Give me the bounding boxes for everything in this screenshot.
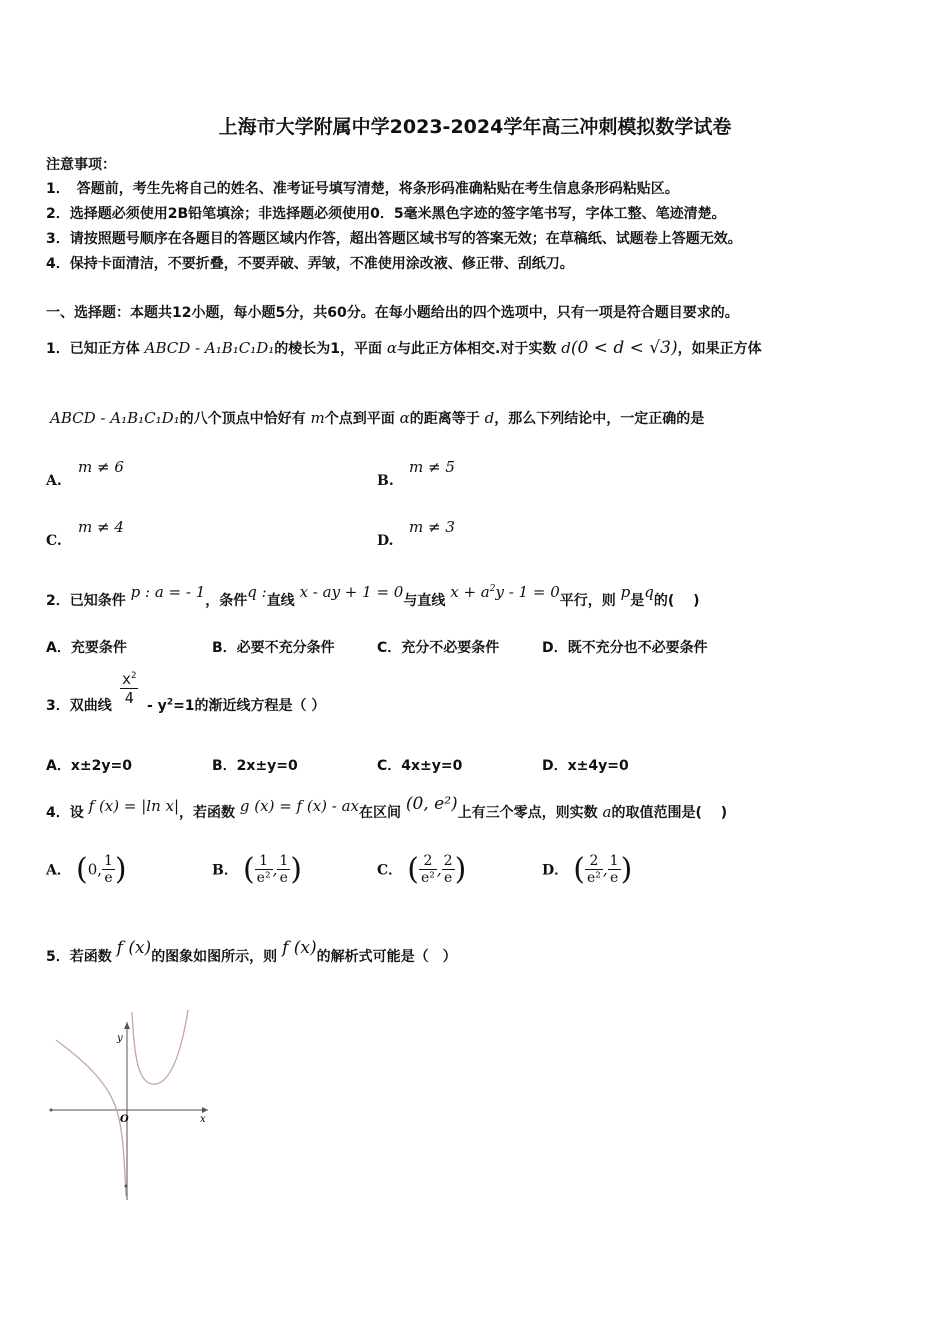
option-text: x±4y=0 — [567, 758, 629, 774]
q1-text: ，如果正方体 — [677, 341, 762, 357]
fraction — [255, 853, 273, 886]
q3-option-b — [212, 755, 298, 775]
q3-text: 双曲线 — [69, 698, 112, 714]
option-text: 4x±y=0 — [401, 758, 463, 774]
q4-text: ，若函数 — [179, 805, 236, 821]
fraction-denominator: e — [609, 870, 619, 886]
fraction-numerator: 1 — [279, 853, 289, 869]
notice-item: 2．选择题必须使用2B铅笔填涂；非选择题必须使用0．5毫米黑色字迹的签字笔书写，字体工整、笔迹清楚。 — [46, 206, 726, 222]
q3-text: =1的渐近线方程是（ ） — [173, 698, 326, 714]
option-letter: C. — [46, 533, 62, 549]
option-left-value: 0, — [87, 860, 102, 879]
fraction — [442, 853, 455, 886]
question-4 — [46, 794, 728, 822]
q1-option-d-math: m ≠ 3 — [409, 518, 455, 536]
q3-option-c — [377, 755, 462, 775]
question-5 — [46, 938, 457, 966]
q4-g-math: g (x) = f (x) - ax — [239, 797, 360, 815]
q4-f-math: f (x) = |ln x| — [88, 797, 180, 815]
option-letter: C． — [377, 758, 402, 774]
fraction-numerator: 2 — [443, 853, 453, 869]
q3-text: - y — [147, 698, 167, 714]
fraction-numerator: 1 — [609, 853, 619, 869]
fraction — [585, 853, 603, 886]
curve-left-branch — [56, 1040, 126, 1196]
option-letter: A. — [46, 473, 62, 489]
q4-text: 的取值范围是( ) — [611, 805, 728, 821]
q3-rest: - $y^2=1$的渐近线方程是（ ） — [147, 697, 326, 714]
q2-option-a: A．充要条件 — [46, 640, 127, 656]
q4-option-d: D． ( $\frac{2}{\text{e²}}$ , $\frac{1}{e}$ ) — [542, 852, 633, 887]
q2-line2-math: $x + a^2y - 1 = 0$ — [450, 583, 560, 601]
y-axis-arrow — [124, 1022, 130, 1029]
q1-d-math: d — [484, 409, 495, 427]
option-letter: B． — [212, 862, 238, 879]
q5-function-graph — [40, 1000, 220, 1210]
fraction — [419, 853, 437, 886]
question-number: 3． — [46, 698, 70, 714]
q1-option-b-math: m ≠ 5 — [409, 458, 455, 476]
curve-dot — [125, 1185, 128, 1188]
q4-text: 在区间 — [359, 805, 402, 821]
q2-option-c: C．充分不必要条件 — [377, 640, 500, 656]
option-letter: B. — [377, 473, 394, 489]
q2-p-var: p — [620, 583, 631, 601]
q2-text: ，条件 — [205, 593, 248, 609]
fraction — [102, 853, 115, 886]
option-letter: D． — [542, 862, 569, 879]
q1-text: 的八个顶点中恰好有 — [179, 411, 306, 427]
q2-text: 与直线 — [403, 593, 446, 609]
page-title: 上海市大学附属中学2023-2024学年高三冲刺模拟数学试卷 — [218, 116, 732, 138]
q1-text: ，那么下列结论中，一定正确的是 — [494, 411, 705, 427]
question-number: 2． — [46, 593, 70, 609]
q2-line2-part: y - 1 = 0 — [495, 583, 560, 601]
option-letter: A． — [46, 758, 71, 774]
q2-p-math: p : a = - 1 — [130, 583, 206, 601]
fraction-denominator: e — [443, 870, 453, 886]
fraction-denominator: e² — [420, 870, 435, 886]
question-number: 1． — [46, 341, 70, 357]
q4-interval-math: (0, e²) — [405, 794, 458, 814]
notice-item: 4．保持卡面清洁，不要折叠，不要弄破、弄皱，不准使用涂改液、修正带、刮纸刀。 — [46, 256, 574, 272]
option-letter: C． — [377, 862, 403, 879]
q2-option-b: B．必要不充分条件 — [212, 640, 335, 656]
origin-label: O — [120, 1114, 129, 1125]
q1-option-a — [46, 470, 62, 489]
q3-numerator: x — [122, 670, 132, 688]
q5-f-math: f (x) — [116, 938, 152, 958]
q4-option-a: A． (0, $\frac{1}{e}$ ) — [46, 852, 127, 887]
q4-option-b: B． ( $\frac{1}{\text{e²}}$ , $\frac{1}{e}$ ) — [212, 852, 302, 887]
x-axis-label: x — [200, 1114, 206, 1125]
q4-a-math: a — [602, 803, 612, 821]
q1-text: 已知正方体 — [69, 341, 140, 357]
fraction-denominator: 4 — [124, 689, 134, 707]
q4-option-c: C． ( $\frac{2}{\text{e²}}$ , $\frac{2}{e}$ ) — [377, 852, 467, 887]
q5-text: 若函数 — [69, 949, 112, 965]
curve-right-branch — [132, 1010, 188, 1084]
q1-text: 个点到平面 — [324, 411, 395, 427]
fraction-numerator: 2 — [585, 853, 603, 870]
q2-text: 已知条件 — [69, 593, 126, 609]
q2-line1-math: x - ay + 1 = 0 — [299, 583, 404, 601]
question-1 — [46, 338, 762, 358]
option-text: 2x±y=0 — [236, 758, 298, 774]
question-number: 4． — [46, 805, 70, 821]
fraction-numerator: 1 — [255, 853, 273, 870]
q1-text: 与此正方体相交.对于实数 — [397, 341, 557, 357]
q3-fraction — [120, 670, 138, 707]
section-heading: 一、选择题：本题共12小题，每小题5分，共60分。在每小题给出的四个选项中，只有一项是符合题目要求的。 — [46, 305, 739, 321]
q1-option-d — [377, 530, 394, 549]
q5-text: 的解析式可能是（ ） — [316, 949, 457, 965]
q4-text: 上有三个零点，则实数 — [457, 805, 598, 821]
fraction-denominator: e — [104, 870, 113, 886]
notice-heading: 注意事项： — [46, 157, 116, 173]
option-letter: B． — [212, 758, 237, 774]
q3-option-d — [542, 755, 629, 775]
q1-alpha-math: α — [386, 339, 398, 357]
question-number: 5． — [46, 949, 70, 965]
y-axis-label: y — [117, 1033, 123, 1044]
fraction-numerator: 1 — [104, 853, 113, 869]
q1-alpha-math: α — [399, 409, 410, 427]
q2-option-d: D．既不充分也不必要条件 — [542, 640, 708, 656]
axis-dot — [50, 1109, 53, 1112]
q1-option-c — [46, 530, 62, 549]
fraction-numerator: $x^2$ — [122, 670, 137, 688]
q1-option-a-math: m ≠ 6 — [78, 458, 124, 476]
q1-cube-math: ABCD - A₁B₁C₁D₁ — [144, 339, 275, 357]
fraction-numerator: 2 — [419, 853, 437, 870]
fraction-denominator: e — [279, 870, 288, 886]
x-axis-arrow — [202, 1107, 208, 1113]
q1-cube-math: ABCD - A₁B₁C₁D₁ — [50, 409, 180, 427]
notice-item: 1． 答题前，考生先将自己的姓名、准考证号填写清楚，将条形码准确粘贴在考生信息条形码粘贴区。 — [46, 181, 679, 197]
fraction — [277, 853, 290, 886]
q2-text: 直线 — [266, 593, 295, 609]
fraction — [608, 853, 621, 886]
option-text: x±2y=0 — [70, 758, 132, 774]
fraction-denominator: e² — [256, 870, 271, 886]
q1-m-math: m — [310, 409, 325, 427]
q2-text: 的( ) — [653, 593, 700, 609]
q5-f-math: f (x) — [282, 938, 317, 958]
question-2 — [46, 583, 700, 610]
option-letter: A． — [46, 862, 71, 879]
q3-option-a — [46, 755, 132, 775]
notice-item: 3．请按照题号顺序在各题目的答题区域内作答，超出答题区域书写的答案无效；在草稿纸、试题卷上答题无效。 — [46, 231, 742, 247]
q1-text: 的棱长为1，平面 — [274, 341, 383, 357]
question-3 — [46, 695, 112, 715]
q2-line2-part: x + a — [450, 583, 490, 601]
q1-range-math: (0 < d < √3) — [570, 338, 678, 358]
question-1-line2 — [50, 408, 704, 428]
option-letter: D. — [377, 533, 394, 549]
q2-text: 平行，则 — [559, 593, 616, 609]
q1-text: 的距离等于 — [409, 411, 480, 427]
fraction-denominator: e² — [586, 870, 601, 886]
q1-option-b — [377, 470, 394, 489]
q1-d-math: d — [561, 339, 571, 357]
q4-text: 设 — [69, 805, 84, 821]
option-letter: D． — [542, 758, 568, 774]
q2-q-var: q — [644, 583, 654, 601]
q1-option-c-math: m ≠ 4 — [78, 518, 124, 536]
q2-q-math: q : — [247, 583, 267, 601]
q5-text: 的图象如图所示，则 — [151, 949, 278, 965]
q2-text: 是 — [630, 593, 645, 609]
